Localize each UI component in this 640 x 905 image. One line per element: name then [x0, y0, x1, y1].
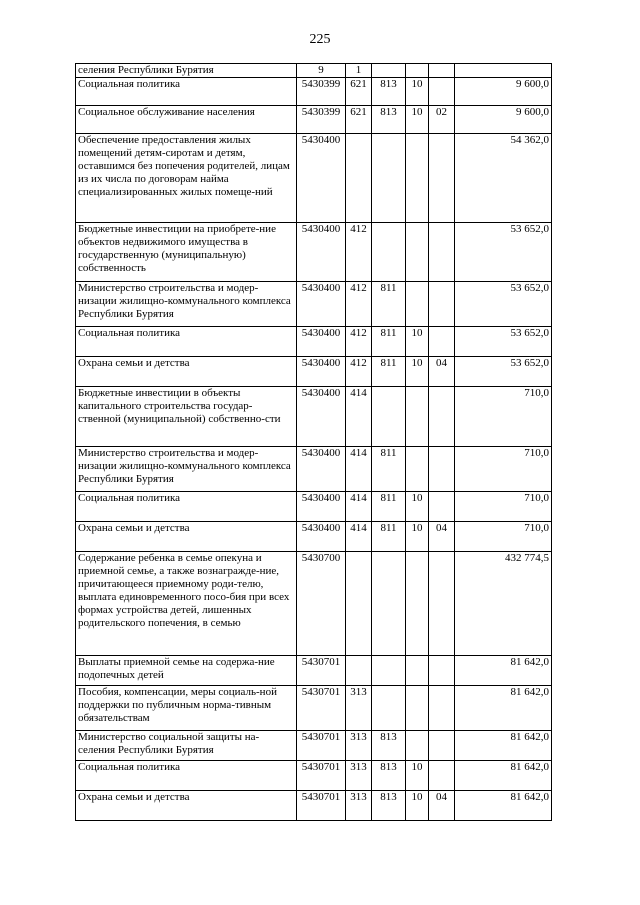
section-cell — [406, 282, 429, 327]
target-article-cell: 5430400 — [297, 447, 346, 492]
table-row — [76, 387, 552, 447]
subsection-cell — [429, 282, 455, 327]
amount-cell: 53 652,0 — [455, 327, 552, 357]
ministry-code-cell: 811 — [372, 492, 406, 522]
item-name-cell: Социальная политика — [76, 78, 297, 106]
section-cell: 10 — [406, 791, 429, 821]
target-article-cell: 5430400 — [297, 357, 346, 387]
ministry-code-cell: 813 — [372, 791, 406, 821]
table-row — [76, 731, 552, 761]
target-article-cell: 9 — [297, 64, 346, 78]
expense-type-cell: 414 — [346, 387, 372, 447]
table-row — [76, 761, 552, 791]
table-row — [76, 522, 552, 552]
item-name-cell: Министерство строительства и модер-низации жилищно-коммунального комплекса Республики Бурятия — [76, 447, 297, 492]
table-row — [76, 282, 552, 327]
amount-cell: 81 642,0 — [455, 731, 552, 761]
subsection-cell — [429, 686, 455, 731]
amount-cell: 9 600,0 — [455, 78, 552, 106]
item-name-cell: Охрана семьи и детства — [76, 522, 297, 552]
subsection-cell — [429, 223, 455, 282]
subsection-cell — [429, 731, 455, 761]
expense-type-cell: 621 — [346, 78, 372, 106]
item-name-cell: Министерство социальной защиты на-селения Республики Бурятия — [76, 731, 297, 761]
amount-cell: 81 642,0 — [455, 791, 552, 821]
subsection-cell: 04 — [429, 522, 455, 552]
section-cell — [406, 387, 429, 447]
item-name-cell: Обеспечение предоставления жилых помещений детям-сиротам и детям, оставшимся без попечения родителей, лицам из их числа по договорам найма специализированных жилых помеще-ний — [76, 134, 297, 223]
table-row — [76, 223, 552, 282]
subsection-cell — [429, 656, 455, 686]
subsection-cell — [429, 134, 455, 223]
subsection-cell: 04 — [429, 791, 455, 821]
amount-cell: 81 642,0 — [455, 656, 552, 686]
subsection-cell — [429, 447, 455, 492]
amount-cell: 53 652,0 — [455, 357, 552, 387]
item-name-cell: Социальная политика — [76, 327, 297, 357]
expense-type-cell: 414 — [346, 522, 372, 552]
section-cell: 10 — [406, 327, 429, 357]
item-name-cell: Бюджетные инвестиции в объекты капитального строительства государ-ственной (муниципальной) собственно-сти — [76, 387, 297, 447]
subsection-cell — [429, 552, 455, 656]
expense-type-cell — [346, 552, 372, 656]
target-article-cell: 5430400 — [297, 387, 346, 447]
ministry-code-cell — [372, 64, 406, 78]
table-row — [76, 552, 552, 656]
expense-type-cell — [346, 134, 372, 223]
subsection-cell — [429, 492, 455, 522]
section-cell — [406, 686, 429, 731]
item-name-cell: Социальная политика — [76, 761, 297, 791]
target-article-cell: 5430400 — [297, 134, 346, 223]
section-cell — [406, 134, 429, 223]
target-article-cell: 5430399 — [297, 78, 346, 106]
section-cell — [406, 731, 429, 761]
ministry-code-cell — [372, 656, 406, 686]
subsection-cell — [429, 387, 455, 447]
amount-cell: 710,0 — [455, 447, 552, 492]
ministry-code-cell: 811 — [372, 327, 406, 357]
item-name-cell: Министерство строительства и модер-низации жилищно-коммунального комплекса Республики Бурятия — [76, 282, 297, 327]
amount-cell: 53 652,0 — [455, 282, 552, 327]
table-row — [76, 134, 552, 223]
expense-type-cell: 412 — [346, 282, 372, 327]
ministry-code-cell — [372, 223, 406, 282]
target-article-cell: 5430701 — [297, 761, 346, 791]
subsection-cell: 02 — [429, 106, 455, 134]
target-article-cell: 5430400 — [297, 492, 346, 522]
section-cell: 10 — [406, 522, 429, 552]
section-cell: 10 — [406, 106, 429, 134]
ministry-code-cell: 813 — [372, 761, 406, 791]
target-article-cell: 5430701 — [297, 791, 346, 821]
expense-type-cell: 1 — [346, 64, 372, 78]
section-cell: 10 — [406, 78, 429, 106]
section-cell — [406, 447, 429, 492]
target-article-cell: 5430400 — [297, 223, 346, 282]
section-cell — [406, 223, 429, 282]
table-row — [76, 447, 552, 492]
table-row — [76, 686, 552, 731]
expense-type-cell: 412 — [346, 223, 372, 282]
table-row — [76, 106, 552, 134]
target-article-cell: 5430700 — [297, 552, 346, 656]
expense-type-cell: 412 — [346, 327, 372, 357]
expense-type-cell: 313 — [346, 686, 372, 731]
table-row — [76, 327, 552, 357]
subsection-cell — [429, 64, 455, 78]
ministry-code-cell: 811 — [372, 282, 406, 327]
expense-type-cell — [346, 656, 372, 686]
ministry-code-cell: 813 — [372, 731, 406, 761]
ministry-code-cell: 811 — [372, 447, 406, 492]
item-name-cell: Охрана семьи и детства — [76, 357, 297, 387]
subsection-cell: 04 — [429, 357, 455, 387]
table-row — [76, 492, 552, 522]
expense-type-cell: 414 — [346, 447, 372, 492]
ministry-code-cell — [372, 552, 406, 656]
target-article-cell: 5430701 — [297, 656, 346, 686]
table-row — [76, 78, 552, 106]
table-row — [76, 791, 552, 821]
ministry-code-cell: 813 — [372, 78, 406, 106]
target-article-cell: 5430400 — [297, 327, 346, 357]
table-row — [76, 357, 552, 387]
item-name-cell: Социальное обслуживание населения — [76, 106, 297, 134]
subsection-cell — [429, 78, 455, 106]
ministry-code-cell — [372, 686, 406, 731]
budget-table-body — [76, 64, 552, 821]
target-article-cell: 5430400 — [297, 282, 346, 327]
expense-type-cell: 313 — [346, 761, 372, 791]
ministry-code-cell — [372, 134, 406, 223]
item-name-cell: Социальная политика — [76, 492, 297, 522]
expense-type-cell: 313 — [346, 791, 372, 821]
section-cell — [406, 64, 429, 78]
table-row — [76, 656, 552, 686]
expense-type-cell: 414 — [346, 492, 372, 522]
ministry-code-cell: 811 — [372, 357, 406, 387]
amount-cell: 710,0 — [455, 492, 552, 522]
target-article-cell: 5430399 — [297, 106, 346, 134]
ministry-code-cell: 813 — [372, 106, 406, 134]
item-name-cell: Выплаты приемной семье на содержа-ние подопечных детей — [76, 656, 297, 686]
subsection-cell — [429, 327, 455, 357]
section-cell: 10 — [406, 492, 429, 522]
amount-cell: 53 652,0 — [455, 223, 552, 282]
expense-type-cell: 313 — [346, 731, 372, 761]
item-name-cell: селения Республики Бурятия — [76, 64, 297, 78]
section-cell: 10 — [406, 357, 429, 387]
ministry-code-cell: 811 — [372, 522, 406, 552]
item-name-cell: Бюджетные инвестиции на приобрете-ние объектов недвижимого имущества в государственную (муниципальную) собственность — [76, 223, 297, 282]
budget-table — [75, 63, 552, 821]
ministry-code-cell — [372, 387, 406, 447]
expense-type-cell: 412 — [346, 357, 372, 387]
table-row — [76, 64, 552, 78]
section-cell: 10 — [406, 761, 429, 791]
amount-cell: 81 642,0 — [455, 686, 552, 731]
expense-type-cell: 621 — [346, 106, 372, 134]
target-article-cell: 5430400 — [297, 522, 346, 552]
amount-cell — [455, 64, 552, 78]
section-cell — [406, 656, 429, 686]
amount-cell: 54 362,0 — [455, 134, 552, 223]
amount-cell: 710,0 — [455, 387, 552, 447]
item-name-cell: Пособия, компенсации, меры социаль-ной поддержки по публичным норма-тивным обязательствам — [76, 686, 297, 731]
amount-cell: 81 642,0 — [455, 761, 552, 791]
item-name-cell: Содержание ребенка в семье опекуна и приемной семье, а также вознагражде-ние, причитающееся приемному роди-телю, выплата единовременного посо-бия при всех формах устройства детей, лишенных родительского попечения, в семью — [76, 552, 297, 656]
page-number: 225 — [309, 32, 331, 47]
section-cell — [406, 552, 429, 656]
target-article-cell: 5430701 — [297, 731, 346, 761]
subsection-cell — [429, 761, 455, 791]
target-article-cell: 5430701 — [297, 686, 346, 731]
amount-cell: 432 774,5 — [455, 552, 552, 656]
amount-cell: 710,0 — [455, 522, 552, 552]
amount-cell: 9 600,0 — [455, 106, 552, 134]
item-name-cell: Охрана семьи и детства — [76, 791, 297, 821]
